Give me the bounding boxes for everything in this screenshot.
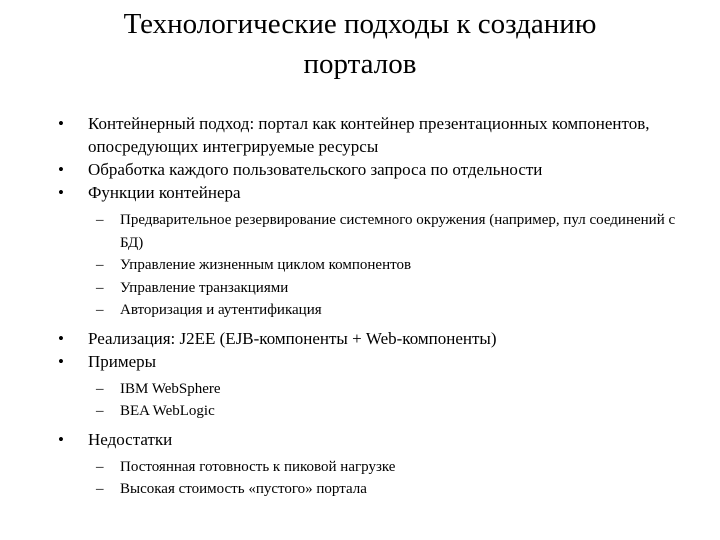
sub-item-text: Предварительное резервирование системного окружения (например, пул соединений с БД) bbox=[120, 212, 676, 251]
bullet-text: Функции контейнера bbox=[88, 183, 241, 202]
bullet-icon: • bbox=[58, 328, 64, 348]
slide-body bbox=[58, 112, 698, 501]
dash-icon: – bbox=[96, 257, 104, 273]
sub-item-transactions bbox=[58, 277, 698, 300]
sub-item-peak-load bbox=[58, 456, 698, 479]
bullet-icon: • bbox=[58, 160, 64, 179]
bullet-text: Реализация: J2EE (EJB-компоненты + Web-компоненты) bbox=[88, 328, 497, 348]
dash-icon: – bbox=[96, 279, 104, 296]
sub-item-text: Управление транзакциями bbox=[120, 279, 289, 296]
sub-item-text: Авторизация и аутентификация bbox=[120, 302, 322, 318]
dash-icon: – bbox=[96, 212, 104, 228]
dash-icon: – bbox=[96, 403, 104, 419]
dash-icon: – bbox=[96, 380, 104, 397]
slide-title bbox=[40, 4, 680, 84]
bullet-icon: • bbox=[58, 183, 64, 202]
sub-item-weblogic bbox=[58, 400, 698, 423]
slide-title-line-2: порталов bbox=[303, 48, 417, 80]
bullet-icon: • bbox=[58, 114, 64, 133]
bullet-item-drawbacks bbox=[58, 428, 698, 451]
sub-item-text: BEA WebLogic bbox=[120, 403, 215, 419]
sub-item-resource-reservation bbox=[58, 209, 698, 254]
bullet-icon: • bbox=[58, 429, 64, 449]
dash-icon: – bbox=[96, 302, 104, 318]
sub-item-empty-portal-cost bbox=[58, 478, 698, 501]
bullet-text: Недостатки bbox=[88, 429, 173, 449]
dash-icon: – bbox=[96, 481, 104, 497]
bullet-item-container-functions bbox=[58, 181, 698, 204]
bullet-item-request-processing bbox=[58, 158, 698, 181]
bullet-item-examples bbox=[58, 350, 698, 373]
bullet-item-implementation bbox=[58, 327, 698, 350]
sub-item-text: Постоянная готовность к пиковой нагрузке bbox=[120, 458, 396, 475]
bullet-text: Контейнерный подход: портал как контейнер презентационных компонентов, опосредующих интегрируемые ресурсы bbox=[88, 114, 650, 156]
sub-item-text: Управление жизненным циклом компонентов bbox=[120, 257, 412, 273]
bullet-text: Обработка каждого пользовательского запроса по отдельности bbox=[88, 160, 543, 179]
dash-icon: – bbox=[96, 458, 104, 475]
sub-item-lifecycle bbox=[58, 254, 698, 277]
bullet-item-container-approach bbox=[58, 112, 698, 158]
bullet-text: Примеры bbox=[88, 351, 157, 371]
slide-title-line-1: Технологические подходы к созданию bbox=[123, 8, 597, 40]
sub-item-text: Высокая стоимость «пустого» портала bbox=[120, 481, 367, 497]
sub-item-websphere bbox=[58, 378, 698, 401]
bullet-icon: • bbox=[58, 351, 64, 371]
sub-item-text: IBM WebSphere bbox=[120, 380, 221, 397]
sub-item-auth bbox=[58, 299, 698, 322]
